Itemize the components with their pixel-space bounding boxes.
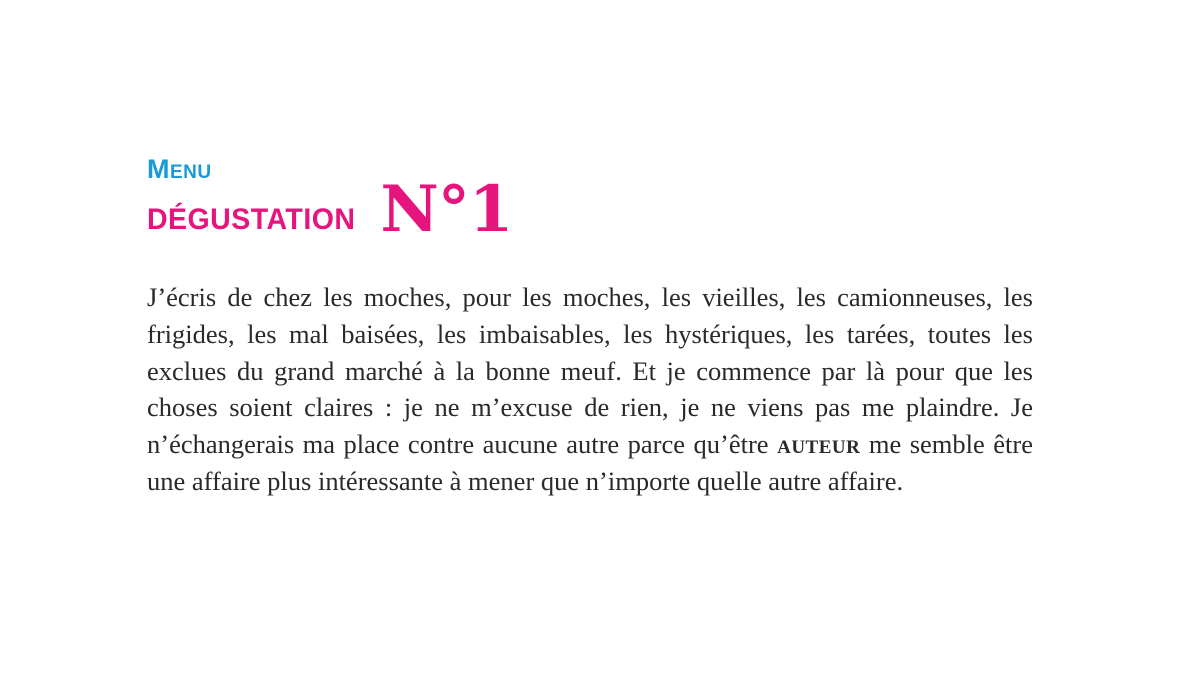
menu-number: N°1: [380, 172, 513, 247]
paragraph-text-before: J’écris de chez les moches, pour les moches, les vieilles, les camionneuses, les frigides, les mal baisées, les imbaisables, les hystériques, les tarées, toutes les exclues du grand marché à la bonne meuf. Et je commence par là pour que les choses soient claires : je ne m’excuse de rien, je ne viens pas me plaindre. Je n’échangerais ma place contre aucune autre parce qu’être: [147, 282, 1033, 460]
paragraph-text-after: me semble être une affaire plus intéressante à mener que n’importe quelle autre affaire.: [147, 429, 1034, 496]
smallcaps-word: auteur: [777, 429, 861, 460]
body-paragraph: [147, 279, 1033, 500]
menu-heading: [147, 152, 513, 247]
title-line: [147, 172, 513, 247]
title-word: DÉGUSTATION: [147, 203, 356, 236]
menu-label: Menu: [147, 154, 212, 184]
